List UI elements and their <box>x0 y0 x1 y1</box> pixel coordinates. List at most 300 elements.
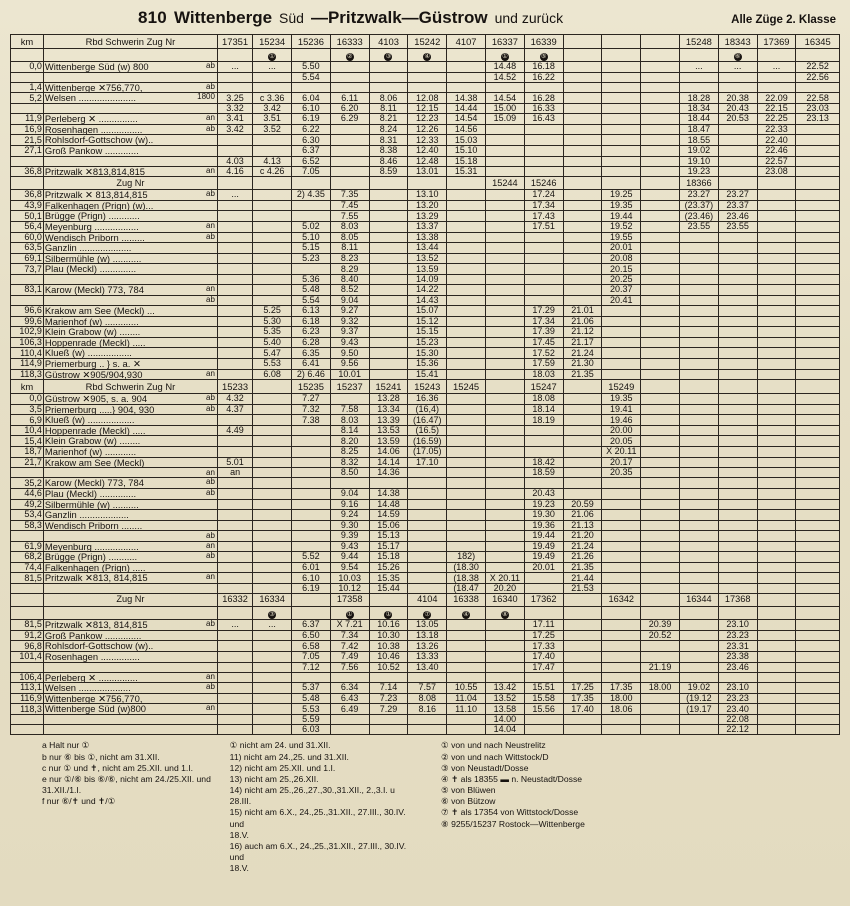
table-row <box>11 630 840 641</box>
time-cell <box>602 316 641 327</box>
footnote-item: 16) auch am 6.X., 24.,25.,31.XII., 27.III., 30.IV. und <box>229 840 407 863</box>
train-number[interactable]: 15236 <box>292 35 331 49</box>
time-cell <box>641 404 680 415</box>
train-number[interactable]: 15245 <box>447 380 486 394</box>
train-number[interactable]: 18366 <box>679 177 718 190</box>
train-number[interactable] <box>796 594 840 607</box>
time-cell: 3.42 <box>217 124 252 135</box>
train-number[interactable]: 16340 <box>485 594 524 607</box>
time-cell <box>602 305 641 316</box>
time-cell: 16.43 <box>524 114 563 125</box>
time-cell: 20.20 <box>485 583 524 593</box>
train-number[interactable]: 4103 <box>369 35 408 49</box>
train-number[interactable]: 16332 <box>217 594 252 607</box>
km-value <box>11 275 44 285</box>
time-cell: 13.53 <box>369 425 408 436</box>
time-cell <box>485 630 524 641</box>
arrival-departure-marker: an <box>206 541 215 550</box>
circled-note-icon: ④ <box>424 52 431 60</box>
time-cell <box>718 447 757 458</box>
time-cell <box>757 295 796 305</box>
time-cell <box>447 510 486 521</box>
time-cell <box>796 145 840 156</box>
train-number[interactable]: 15242 <box>408 35 447 49</box>
train-number[interactable] <box>718 177 757 190</box>
time-cell: 17.39 <box>524 327 563 338</box>
time-cell <box>292 447 331 458</box>
train-number[interactable]: 16342 <box>602 594 641 607</box>
time-cell <box>217 358 252 369</box>
time-cell <box>485 211 524 222</box>
train-number[interactable] <box>796 177 840 190</box>
train-number[interactable]: 16334 <box>253 594 292 607</box>
km-value: 118,3 <box>11 704 44 715</box>
km-value: 21,7 <box>11 457 44 468</box>
time-cell <box>524 672 563 683</box>
train-number[interactable]: 4107 <box>447 35 486 49</box>
station-name <box>43 583 217 593</box>
time-cell <box>679 243 718 254</box>
train-number[interactable] <box>602 177 641 190</box>
station-name: Priemerburg .....} 904, 930 ab <box>43 404 217 415</box>
time-cell: 5.36 <box>292 275 331 285</box>
station-name: Karow (Meckl) 773, 784 an <box>43 285 217 296</box>
time-cell: 8.46 <box>369 156 408 166</box>
time-cell: 20.15 <box>602 264 641 275</box>
time-cell <box>408 82 447 93</box>
train-number[interactable] <box>217 177 252 190</box>
arrival-departure-marker: ab <box>206 393 215 403</box>
time-cell <box>485 651 524 662</box>
time-cell: 23.10 <box>718 620 757 631</box>
time-cell <box>369 348 408 359</box>
time-cell <box>217 436 252 447</box>
time-cell <box>641 222 680 233</box>
train-symbol <box>369 607 408 620</box>
time-cell: 19.44 <box>602 211 641 222</box>
time-cell <box>718 327 757 338</box>
time-cell: 8.21 <box>369 114 408 125</box>
time-cell: 15.15 <box>408 327 447 338</box>
train-number[interactable]: 16333 <box>330 35 369 49</box>
time-cell <box>253 232 292 243</box>
train-number[interactable] <box>369 177 408 190</box>
time-cell: 15.26 <box>369 562 408 573</box>
train-number[interactable]: 16344 <box>679 594 718 607</box>
train-number[interactable]: 15233 <box>217 380 252 394</box>
time-cell: 23.27 <box>679 190 718 201</box>
time-cell: ... <box>217 62 252 73</box>
time-cell: 18.19 <box>524 415 563 426</box>
train-number[interactable] <box>679 380 718 394</box>
time-cell <box>679 82 718 93</box>
arrival-departure-marker: ab <box>206 124 215 133</box>
train-number[interactable]: 4104 <box>408 594 447 607</box>
train-number[interactable] <box>253 380 292 394</box>
time-cell <box>217 573 252 584</box>
km-value: 1,4 <box>11 82 44 93</box>
time-cell <box>217 243 252 254</box>
time-cell: 20.39 <box>641 620 680 631</box>
train-symbol <box>369 49 408 62</box>
table-row <box>11 651 840 662</box>
time-cell: 14.56 <box>447 124 486 135</box>
time-cell <box>524 135 563 146</box>
train-symbol <box>292 49 331 62</box>
train-number[interactable] <box>757 594 796 607</box>
time-cell <box>253 630 292 641</box>
time-cell <box>679 358 718 369</box>
station-name: Perleberg ✕ ............... an <box>43 114 217 125</box>
train-number[interactable]: 18343 <box>718 35 757 49</box>
time-cell <box>253 200 292 211</box>
time-cell <box>757 253 796 264</box>
time-cell: 8.29 <box>330 264 369 275</box>
time-cell <box>796 683 840 694</box>
train-symbol <box>602 49 641 62</box>
train-number[interactable] <box>796 380 840 394</box>
time-cell: 11.04 <box>447 693 486 704</box>
station-name: Priemerburg .. } s. a. ✕ <box>43 358 217 369</box>
time-cell <box>796 156 840 166</box>
time-cell <box>485 135 524 146</box>
time-cell <box>369 672 408 683</box>
time-cell <box>757 243 796 254</box>
train-number[interactable]: 15249 <box>602 380 641 394</box>
time-cell <box>253 447 292 458</box>
time-cell: 3.41 <box>217 114 252 125</box>
train-number[interactable]: 15234 <box>253 35 292 49</box>
time-cell: c 3.36 <box>253 93 292 104</box>
time-cell <box>217 672 252 683</box>
train-symbol <box>563 607 602 620</box>
time-cell <box>563 145 602 156</box>
time-cell <box>757 275 796 285</box>
time-cell: 8.03 <box>330 222 369 233</box>
train-number[interactable] <box>369 594 408 607</box>
time-cell <box>718 82 757 93</box>
train-number[interactable] <box>563 35 602 49</box>
train-number[interactable]: 15248 <box>679 35 718 49</box>
time-cell <box>563 211 602 222</box>
time-cell: 13.44 <box>408 243 447 254</box>
train-number[interactable]: 17351 <box>217 35 252 49</box>
circled-note-icon: ① <box>346 610 353 618</box>
train-number[interactable] <box>292 177 331 190</box>
time-cell: 19.49 <box>524 541 563 552</box>
time-cell <box>718 348 757 359</box>
train-number[interactable] <box>563 177 602 190</box>
time-cell <box>641 541 680 552</box>
time-cell <box>253 704 292 715</box>
time-cell <box>253 468 292 478</box>
time-cell: 20.01 <box>524 562 563 573</box>
time-cell: 6.19 <box>292 114 331 125</box>
km-value <box>11 715 44 725</box>
time-cell <box>718 145 757 156</box>
train-number[interactable] <box>641 380 680 394</box>
time-cell: 20.52 <box>641 630 680 641</box>
time-cell: 19.46 <box>602 415 641 426</box>
time-cell: 6.37 <box>292 620 331 631</box>
time-cell <box>602 337 641 348</box>
time-cell: 23.46 <box>718 662 757 672</box>
time-cell <box>408 725 447 735</box>
time-cell <box>369 232 408 243</box>
time-cell <box>796 295 840 305</box>
time-cell: 6.37 <box>292 145 331 156</box>
time-cell: 6.13 <box>292 305 331 316</box>
km-value: 81,5 <box>11 573 44 584</box>
time-cell <box>524 166 563 177</box>
time-cell: 19.55 <box>602 232 641 243</box>
train-number[interactable]: 16338 <box>447 594 486 607</box>
time-cell <box>369 72 408 82</box>
time-cell <box>485 166 524 177</box>
time-cell: 4.13 <box>253 156 292 166</box>
time-cell <box>757 327 796 338</box>
time-cell <box>447 672 486 683</box>
km-value: 56,4 <box>11 222 44 233</box>
time-cell <box>447 404 486 415</box>
time-cell <box>602 72 641 82</box>
time-cell <box>447 478 486 489</box>
time-cell: 14.54 <box>485 93 524 104</box>
time-cell <box>796 573 840 584</box>
time-cell: 20.25 <box>602 275 641 285</box>
time-cell <box>217 222 252 233</box>
time-cell: 15.10 <box>447 145 486 156</box>
time-cell <box>292 672 331 683</box>
time-cell: 6.29 <box>330 114 369 125</box>
time-cell <box>253 562 292 573</box>
km-value <box>11 295 44 305</box>
train-number[interactable] <box>253 177 292 190</box>
time-cell: 13.59 <box>408 264 447 275</box>
train-number[interactable]: 15237 <box>330 380 369 394</box>
time-cell: 15.18 <box>447 156 486 166</box>
time-cell <box>602 541 641 552</box>
time-cell <box>718 531 757 541</box>
time-cell: 17.33 <box>524 641 563 652</box>
time-cell <box>796 499 840 510</box>
time-cell <box>641 693 680 704</box>
km-value: 16,9 <box>11 124 44 135</box>
time-cell: (19.17 <box>679 704 718 715</box>
km-value: 11,9 <box>11 114 44 125</box>
train-symbol <box>757 49 796 62</box>
time-cell <box>292 531 331 541</box>
table-row <box>11 489 840 500</box>
table-row <box>11 499 840 510</box>
train-number[interactable] <box>563 594 602 607</box>
time-cell <box>718 478 757 489</box>
time-cell <box>796 285 840 296</box>
arrival-departure-marker: ab <box>206 682 215 692</box>
time-cell <box>641 715 680 725</box>
time-cell <box>563 672 602 683</box>
train-number[interactable] <box>641 35 680 49</box>
footnote-item: ⑧ 9255/15237 Rostock—Wittenberge <box>441 818 585 829</box>
time-cell: 5.25 <box>253 305 292 316</box>
train-number[interactable]: 15247 <box>524 380 563 394</box>
table-row <box>11 348 840 359</box>
time-cell: 9.43 <box>330 337 369 348</box>
time-cell: 5.53 <box>253 358 292 369</box>
train-number[interactable]: 17358 <box>330 594 369 607</box>
time-cell: 6.30 <box>292 135 331 146</box>
train-number[interactable]: 17369 <box>757 35 796 49</box>
time-cell: 14.36 <box>369 468 408 478</box>
train-number[interactable]: 15244 <box>485 177 524 190</box>
train-number[interactable] <box>408 177 447 190</box>
time-cell <box>330 124 369 135</box>
time-cell <box>679 715 718 725</box>
time-cell: 17.29 <box>524 305 563 316</box>
time-cell: 6.43 <box>330 693 369 704</box>
time-cell <box>641 425 680 436</box>
train-number[interactable]: 16337 <box>485 35 524 49</box>
time-cell: 14.59 <box>369 510 408 521</box>
table-row <box>11 135 840 146</box>
train-number[interactable] <box>641 177 680 190</box>
time-cell <box>641 166 680 177</box>
arrival-departure-marker: an <box>206 221 215 231</box>
time-cell <box>563 114 602 125</box>
circled-note-icon: ① <box>269 52 275 60</box>
train-number[interactable] <box>602 35 641 49</box>
time-cell <box>679 337 718 348</box>
time-cell: 13.52 <box>408 253 447 264</box>
time-cell <box>253 499 292 510</box>
time-cell: 21.24 <box>563 541 602 552</box>
time-cell: 22.46 <box>757 145 796 156</box>
train-number[interactable]: 15235 <box>292 380 331 394</box>
time-cell: 14.09 <box>408 275 447 285</box>
train-number[interactable] <box>485 380 524 394</box>
time-cell <box>641 457 680 468</box>
time-cell <box>485 369 524 380</box>
train-number[interactable]: 16339 <box>524 35 563 49</box>
time-cell <box>563 715 602 725</box>
time-cell <box>757 715 796 725</box>
train-number[interactable]: 15243 <box>408 380 447 394</box>
time-cell <box>253 672 292 683</box>
time-cell <box>330 145 369 156</box>
time-cell: 6.10 <box>292 103 331 113</box>
time-cell <box>217 135 252 146</box>
station-name <box>43 72 217 82</box>
train-number[interactable]: 17368 <box>718 594 757 607</box>
time-cell <box>718 337 757 348</box>
time-cell: (19.12 <box>679 693 718 704</box>
table-row <box>11 358 840 369</box>
time-cell: 20.43 <box>718 103 757 113</box>
station-name: Pritzwalk ✕813, 814,815 ab <box>43 620 217 631</box>
table-row <box>11 468 840 478</box>
table-row <box>11 394 840 405</box>
time-cell <box>757 520 796 531</box>
arrival-departure-marker: an <box>206 113 215 123</box>
time-cell <box>447 651 486 662</box>
train-number[interactable] <box>757 380 796 394</box>
time-cell: 10.30 <box>369 630 408 641</box>
station-name: Wendisch Priborn ......... ab <box>43 232 217 243</box>
time-cell <box>369 316 408 327</box>
time-cell: 18.03 <box>524 369 563 380</box>
time-cell <box>253 651 292 662</box>
train-number[interactable] <box>757 177 796 190</box>
train-number[interactable]: 16345 <box>796 35 840 49</box>
station-name: Ganzlin ................... <box>43 510 217 521</box>
train-number[interactable] <box>641 594 680 607</box>
time-cell <box>679 583 718 593</box>
time-cell <box>292 510 331 521</box>
time-cell: (23.37) <box>679 200 718 211</box>
train-number[interactable]: 15246 <box>524 177 563 190</box>
time-cell <box>641 436 680 447</box>
time-cell <box>485 358 524 369</box>
time-cell: 8.05 <box>330 232 369 243</box>
train-number[interactable]: 15241 <box>369 380 408 394</box>
time-cell <box>602 103 641 113</box>
arrival-departure-marker: an <box>206 284 215 294</box>
train-number[interactable] <box>447 177 486 190</box>
train-number[interactable] <box>718 380 757 394</box>
time-cell <box>447 358 486 369</box>
time-cell <box>757 510 796 521</box>
time-cell <box>796 662 840 672</box>
time-cell <box>217 630 252 641</box>
time-cell <box>485 457 524 468</box>
km-blank <box>11 607 44 620</box>
time-cell: 23.46 <box>718 211 757 222</box>
train-number[interactable] <box>563 380 602 394</box>
time-cell <box>330 156 369 166</box>
time-cell <box>485 415 524 426</box>
time-cell: ... <box>253 620 292 631</box>
time-cell <box>602 62 641 73</box>
footnote-item: ① von und nach Neustrelitz <box>441 740 546 751</box>
time-cell <box>485 232 524 243</box>
time-cell <box>447 243 486 254</box>
time-cell <box>485 295 524 305</box>
train-number[interactable] <box>292 594 331 607</box>
time-cell: 6.18 <box>292 316 331 327</box>
train-number[interactable]: 17362 <box>524 594 563 607</box>
time-cell <box>292 499 331 510</box>
table-row <box>11 672 840 683</box>
km-value: 68,2 <box>11 552 44 563</box>
km-value: 102,9 <box>11 327 44 338</box>
time-cell: 20.43 <box>524 489 563 500</box>
time-cell <box>796 337 840 348</box>
station-name: Hoppenrade (Meckl) ..... <box>43 425 217 436</box>
time-cell: 22.58 <box>796 93 840 104</box>
time-cell <box>292 520 331 531</box>
train-number[interactable] <box>330 177 369 190</box>
time-cell <box>602 369 641 380</box>
km-value: 0,0 <box>11 394 44 405</box>
time-cell <box>447 394 486 405</box>
time-cell <box>679 394 718 405</box>
train-symbol <box>796 607 840 620</box>
time-cell <box>679 531 718 541</box>
time-cell <box>217 415 252 426</box>
time-cell <box>217 285 252 296</box>
time-cell <box>292 436 331 447</box>
time-cell <box>641 232 680 243</box>
